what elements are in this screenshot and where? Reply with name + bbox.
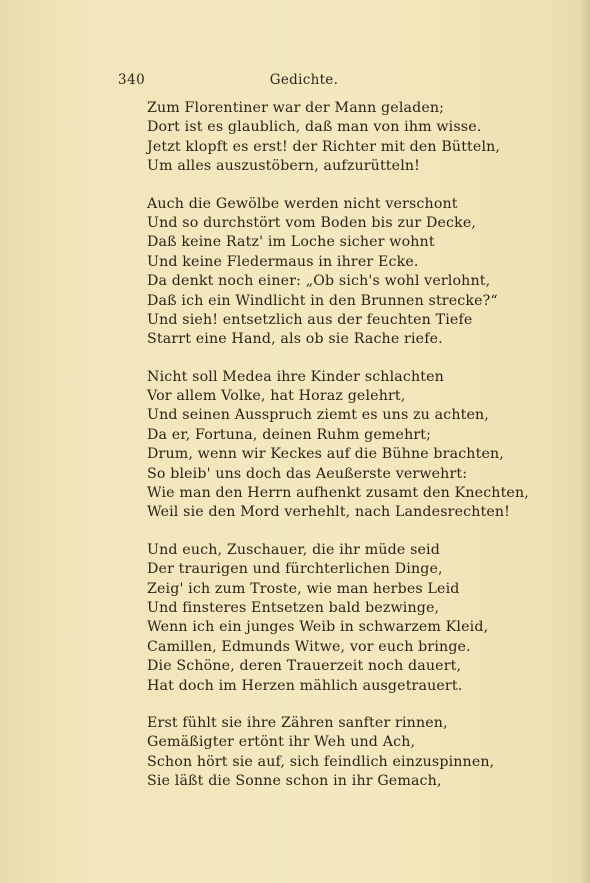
poem-line: Zum Florentiner war der Mann geladen; [147,100,445,116]
poem-line: Da denkt noch einer: „Ob sich's wohl verlohnt, [147,273,491,290]
poem-line: Erst fühlt sie ihre Zähren sanfter rinnen, [147,714,448,731]
poem-line: Daß ich ein Windlicht in den Brunnen strecke?“ [147,292,498,309]
poem-line: Weil sie den Mord verhehlt, nach Landesrechten! [147,504,511,521]
poem-line: Um alles auszustöbern, aufzurütteln! [147,158,421,175]
running-head [118,72,490,92]
poem-line: Und keine Fledermaus in ihrer Ecke. [147,253,419,270]
poem-line: Und sieh! entsetzlich aus der feuchten Tiefe [147,311,473,328]
page-edge-shadow [580,0,590,883]
poem-line: Daß keine Ratz' im Loche sicher wohnt [147,234,435,251]
poem-body [147,99,577,810]
page-number: 340 [118,72,146,88]
poem-line: Dort ist es glaublich, daß man von ihm wisse. [147,119,482,136]
poem-line: Und seinen Ausspruch ziemt es uns zu achten, [147,407,489,424]
stanza-2 [147,195,577,350]
stanza-3 [147,368,577,523]
poem-line: Nicht soll Medea ihre Kinder schlachten [147,368,444,385]
poem-line: Starrt eine Hand, als ob sie Rache riefe. [147,331,443,348]
stanza-1 [147,99,577,177]
poem-line: Da er, Fortuna, deinen Ruhm gemehrt; [147,426,432,443]
poem-line: Die Schöne, deren Trauerzeit noch dauert, [147,658,462,675]
poem-line: Und finsteres Entsetzen bald bezwinge, [147,599,440,616]
poem-line: Hat doch im Herzen mählich ausgetrauert. [147,677,463,694]
poem-line: Und euch, Zuschauer, die ihr müde seid [147,541,440,558]
poem-line: Der traurigen und fürchterlichen Dinge, [147,561,443,578]
stanza-4 [147,541,577,696]
poem-line: Und so durchstört vom Boden bis zur Decke, [147,214,477,231]
poem-line: Jetzt klopft es erst! der Richter mit den Bütteln, [147,138,501,155]
poem-line: Camillen, Edmunds Witwe, vor euch bringe. [147,638,471,655]
running-title: Gedichte. [269,72,339,88]
poem-line: Vor allem Volke, hat Horaz gelehrt, [147,388,406,405]
poem-line: So bleib' uns doch das Aeußerste verwehrt: [147,465,468,482]
poem-line: Wie man den Herrn aufhenkt zusamt den Knechten, [147,485,529,502]
poem-line: Zeig' ich zum Troste, wie man herbes Leid [147,580,460,597]
poem-line: Sie läßt die Sonne schon in ihr Gemach, [147,773,442,790]
stanza-5 [147,714,577,792]
poem-line: Wenn ich ein junges Weib in schwarzem Kleid, [147,619,489,636]
poem-line: Drum, wenn wir Keckes auf die Bühne brachten, [147,446,504,463]
poem-line: Schon hört sie auf, sich feindlich einzuspinnen, [147,753,495,770]
poem-line: Auch die Gewölbe werden nicht verschont [147,195,458,212]
poem-line: Gemäßigter ertönt ihr Weh und Ach, [147,734,416,751]
